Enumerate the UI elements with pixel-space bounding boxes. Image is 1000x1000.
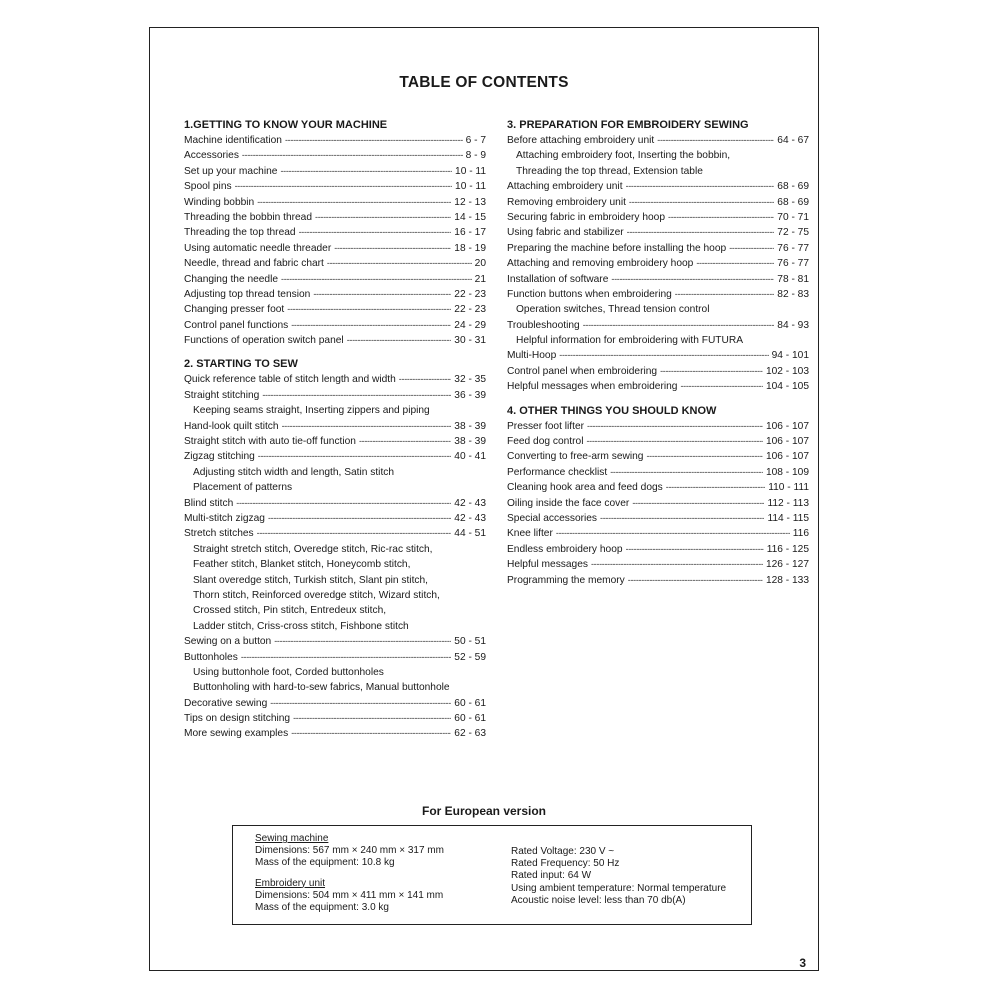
page-title: TABLE OF CONTENTS	[399, 74, 569, 91]
toc-entry: Oiling inside the face cover ----- 112 - 113	[507, 496, 809, 511]
manual-page	[149, 27, 819, 971]
toc-subentry: Feather stitch, Blanket stitch, Honeycomb stitch,	[193, 559, 411, 571]
section-4-entries	[507, 419, 809, 588]
toc-entry: Using automatic needle threader ----- 18 - 19	[184, 241, 486, 256]
embroidery-unit-dimensions: Dimensions: 504 mm × 411 mm × 141 mm	[255, 889, 444, 901]
embroidery-unit-mass: Mass of the equipment: 3.0 kg	[255, 901, 389, 913]
toc-entry: Feed dog control ----- 106 - 107	[507, 434, 809, 449]
toc-entry: Multi-stitch zigzag ----- 42 - 43	[184, 511, 486, 526]
toc-subentry: Placement of patterns	[193, 482, 293, 494]
sewing-machine-heading: Sewing machine	[255, 833, 329, 844]
toc-subentry: Helpful information for embroidering with FUTURA	[516, 335, 744, 347]
toc-entry: Straight stitching ----- 36 - 39	[184, 388, 486, 403]
toc-entry: Helpful messages ----- 126 - 127	[507, 557, 809, 572]
toc-subentry: Straight stretch stitch, Overedge stitch, Ric-rac stitch,	[193, 543, 433, 555]
acoustic-noise-level: Acoustic noise level: less than 70 db(A)	[511, 894, 686, 906]
toc-entry: Threading the bobbin thread ----- 14 - 15	[184, 210, 486, 225]
page-number: 3	[799, 956, 806, 970]
section-heading: 3. PREPARATION FOR EMBROIDERY SEWING	[507, 119, 749, 131]
toc-subentry: Buttonholing with hard-to-sew fabrics, Manual buttonhole	[193, 682, 450, 694]
european-version-title: For European version	[421, 804, 547, 818]
toc-entry: Machine identification ----- 6 - 7	[184, 133, 486, 148]
rated-frequency: Rated Frequency: 50 Hz	[511, 858, 620, 870]
toc-entry: Special accessories ----- 114 - 115	[507, 511, 809, 526]
section-2-entries	[184, 372, 486, 741]
toc-entry: Changing presser foot ----- 22 - 23	[184, 302, 486, 317]
toc-entry: Attaching and removing embroidery hoop ----- 76 - 77	[507, 256, 809, 271]
toc-entry: Attaching embroidery unit ----- 68 - 69	[507, 179, 809, 194]
toc-entry: Endless embroidery hoop ----- 116 - 125	[507, 542, 809, 557]
toc-entry: Changing the needle ----- 21	[184, 272, 486, 287]
ambient-temperature: Using ambient temperature: Normal temperature	[511, 882, 727, 894]
toc-subentry: Ladder stitch, Criss-cross stitch, Fishbone stitch	[193, 620, 409, 632]
toc-subentry: Operation switches, Thread tension control	[516, 304, 710, 316]
toc-entry: Control panel functions ----- 24 - 29	[184, 318, 486, 333]
specifications-right	[511, 846, 726, 907]
toc-entry: Sewing on a button ----- 50 - 51	[184, 634, 486, 649]
toc-entry: Programming the memory ----- 128 - 133	[507, 573, 809, 588]
toc-entry: Quick reference table of stitch length and width ----- 32 - 35	[184, 372, 486, 387]
toc-entry: Straight stitch with auto tie-off function ----- 38 - 39	[184, 434, 486, 449]
sewing-machine-mass: Mass of the equipment: 10.8 kg	[255, 857, 395, 869]
toc-entry: Troubleshooting ----- 84 - 93	[507, 318, 809, 333]
toc-entry: Threading the top thread ----- 16 - 17	[184, 225, 486, 240]
specifications-left	[255, 833, 444, 914]
toc-right-column	[507, 118, 809, 588]
toc-subentry: Threading the top thread, Extension table	[516, 165, 703, 177]
section-3-entries	[507, 133, 809, 395]
toc-entry: Adjusting top thread tension ----- 22 - 23	[184, 287, 486, 302]
toc-subentry: Attaching embroidery foot, Inserting the bobbin,	[516, 150, 731, 162]
toc-entry: Performance checklist ----- 108 - 109	[507, 465, 809, 480]
embroidery-unit-heading: Embroidery unit	[255, 877, 326, 889]
toc-entry: Functions of operation switch panel ----- 30 - 31	[184, 333, 486, 348]
toc-entry: Cleaning hook area and feed dogs ----- 110 - 111	[507, 480, 809, 495]
toc-entry: Winding bobbin ----- 12 - 13	[184, 195, 486, 210]
toc-entry: Helpful messages when embroidering ----- 104 - 105	[507, 379, 809, 394]
toc-entry: Tips on design stitching ----- 60 - 61	[184, 711, 486, 726]
toc-subentry: Using buttonhole foot, Corded buttonholes	[193, 666, 384, 678]
toc-entry: Before attaching embroidery unit ----- 64 - 67	[507, 133, 809, 148]
toc-entry: Hand-look quilt stitch ----- 38 - 39	[184, 419, 486, 434]
toc-entry: Securing fabric in embroidery hoop ----- 70 - 71	[507, 210, 809, 225]
sewing-machine-dimensions: Dimensions: 567 mm × 240 mm × 317 mm	[255, 845, 444, 857]
toc-entry: Presser foot lifter ----- 106 - 107	[507, 419, 809, 434]
toc-entry: Multi-Hoop ----- 94 - 101	[507, 348, 809, 363]
rated-input: Rated input: 64 W	[511, 870, 592, 882]
toc-entry: Installation of software ----- 78 - 81	[507, 272, 809, 287]
toc-entry: Set up your machine ----- 10 - 11	[184, 164, 486, 179]
toc-entry: Spool pins ----- 10 - 11	[184, 179, 486, 194]
section-1-entries	[184, 133, 486, 348]
toc-subentry: Keeping seams straight, Inserting zippers and piping	[193, 405, 430, 417]
toc-entry: Preparing the machine before installing the hoop ----- 76 - 77	[507, 241, 809, 256]
toc-subentry: Thorn stitch, Reinforced overedge stitch, Wizard stitch,	[193, 589, 440, 601]
section-heading: 4. OTHER THINGS YOU SHOULD KNOW	[507, 404, 717, 417]
toc-entry: Stretch stitches ----- 44 - 51	[184, 526, 486, 541]
toc-left-column	[184, 118, 486, 742]
toc-entry: Converting to free-arm sewing ----- 106 - 107	[507, 449, 809, 464]
toc-entry: Knee lifter ----- 116	[507, 526, 809, 541]
toc-entry: Control panel when embroidering ----- 102 - 103	[507, 364, 809, 379]
toc-entry: Needle, thread and fabric chart ----- 20	[184, 256, 486, 271]
toc-subentry: Adjusting stitch width and length, Satin stitch	[193, 466, 395, 478]
toc-entry: Blind stitch ----- 42 - 43	[184, 496, 486, 511]
rated-voltage: Rated Voltage: 230 V ~	[511, 846, 615, 857]
toc-entry: Removing embroidery unit ----- 68 - 69	[507, 195, 809, 210]
toc-entry: Using fabric and stabilizer ----- 72 - 75	[507, 225, 809, 240]
toc-entry: More sewing examples ----- 62 - 63	[184, 726, 486, 741]
toc-entry: Buttonholes ----- 52 - 59	[184, 650, 486, 665]
toc-entry: Accessories ----- 8 - 9	[184, 148, 486, 163]
toc-entry: Decorative sewing ----- 60 - 61	[184, 696, 486, 711]
specifications-box	[232, 825, 752, 925]
toc-subentry: Slant overedge stitch, Turkish stitch, Slant pin stitch,	[193, 574, 428, 586]
toc-subentry: Crossed stitch, Pin stitch, Entredeux stitch,	[193, 605, 387, 617]
toc-entry: Function buttons when embroidering ----- 82 - 83	[507, 287, 809, 302]
section-heading: 1.GETTING TO KNOW YOUR MACHINE	[184, 119, 388, 131]
toc-entry: Zigzag stitching ----- 40 - 41	[184, 449, 486, 464]
section-heading: 2. STARTING TO SEW	[184, 358, 298, 371]
